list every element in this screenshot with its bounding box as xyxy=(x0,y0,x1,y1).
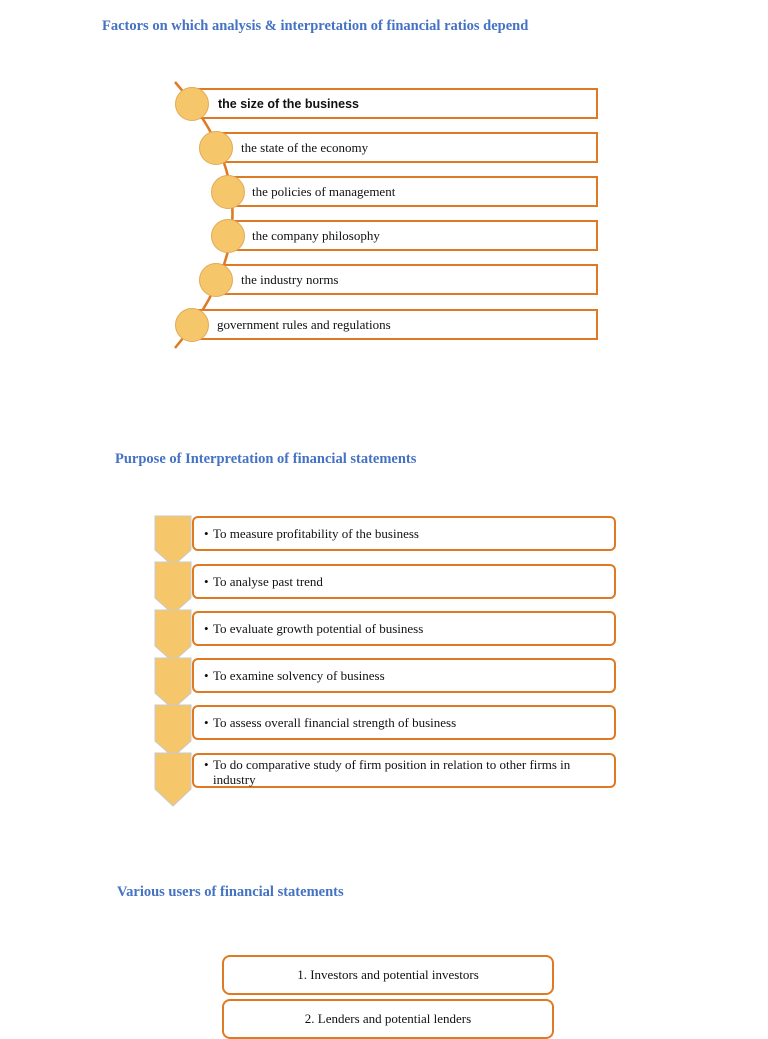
factor-label: government rules and regulations xyxy=(217,316,391,332)
factor-circle-5 xyxy=(199,263,233,297)
user-label: 1. Investors and potential investors xyxy=(297,967,479,982)
factor-label: the industry norms xyxy=(241,271,339,287)
bullet: • xyxy=(204,574,209,589)
purpose-box-1 xyxy=(192,516,616,551)
factor-circle-2 xyxy=(199,131,233,165)
bullet: • xyxy=(204,715,209,730)
chevron-arrow xyxy=(155,658,191,709)
factor-label: the company philosophy xyxy=(252,227,380,243)
user-box-1 xyxy=(222,955,554,995)
purpose-label: To examine solvency of business xyxy=(213,668,385,683)
factor-box-3 xyxy=(228,176,598,207)
bullet: • xyxy=(204,757,209,772)
section1-heading: Factors on which analysis & interpretation of financial ratios depend xyxy=(102,18,529,34)
factor-circle-3 xyxy=(211,175,245,209)
factor-circle-4 xyxy=(211,219,245,253)
chevron-arrow xyxy=(155,516,191,566)
chevron-arrow xyxy=(155,753,191,806)
purpose-box-4 xyxy=(192,658,616,693)
chevron-arrow xyxy=(155,705,191,757)
factor-box-1 xyxy=(192,88,598,119)
bullet: • xyxy=(204,668,209,683)
chevron-arrow xyxy=(155,610,191,662)
bullet: • xyxy=(204,526,209,541)
section3-heading: Various users of financial statements xyxy=(117,884,344,900)
purpose-box-5 xyxy=(192,705,616,740)
chevron-arrow xyxy=(155,562,191,614)
factor-box-5 xyxy=(216,264,598,295)
factor-box-4 xyxy=(228,220,598,251)
factor-label: the policies of management xyxy=(252,183,396,199)
factor-circle-1 xyxy=(175,87,209,121)
purpose-box-6 xyxy=(192,753,616,788)
factor-label: the state of the economy xyxy=(241,139,369,155)
user-box-2 xyxy=(222,999,554,1039)
section2-heading: Purpose of Interpretation of financial statements xyxy=(115,451,417,467)
purpose-label: To assess overall financial strength of business xyxy=(213,715,457,730)
factor-circle-6 xyxy=(175,308,209,342)
purpose-label: To analyse past trend xyxy=(213,574,323,589)
purpose-label: To do comparative study of firm position in relation to other firms in industry xyxy=(213,757,571,787)
bullet: • xyxy=(204,621,209,636)
purpose-label: To evaluate growth potential of business xyxy=(213,621,424,636)
user-label: 2. Lenders and potential lenders xyxy=(304,1011,472,1026)
factor-box-2 xyxy=(216,132,598,163)
factor-box-6 xyxy=(192,309,598,340)
factor-label: the size of the business xyxy=(218,96,360,111)
purpose-box-3 xyxy=(192,611,616,646)
purpose-label: To measure profitability of the business xyxy=(213,526,419,541)
purpose-box-2 xyxy=(192,564,616,599)
